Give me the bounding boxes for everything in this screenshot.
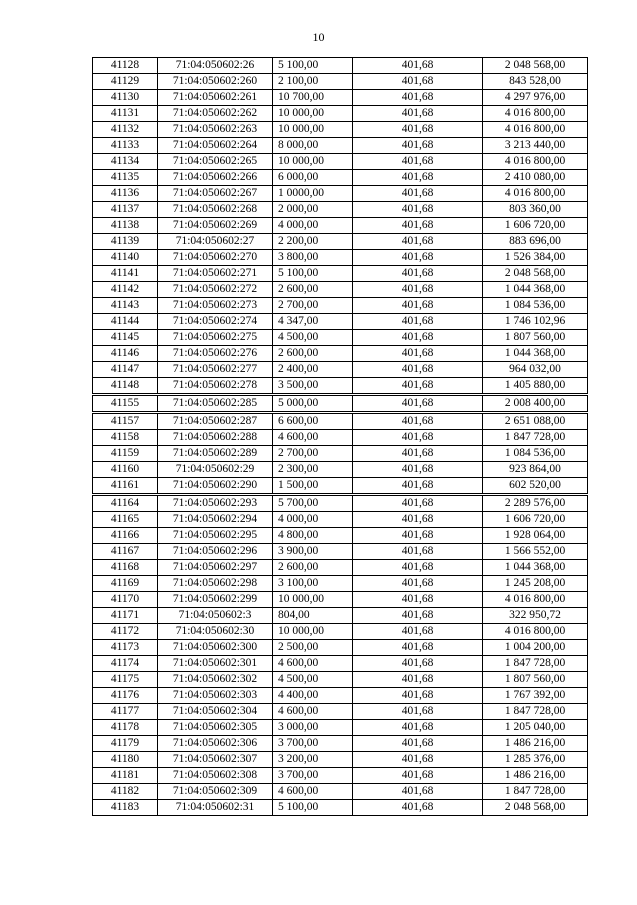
cadastral-number-cell: 71:04:050602:278 [158,378,273,395]
area-cell: 4 600,00 [273,656,353,672]
value-cell: 1 807 560,00 [483,672,588,688]
record-number-cell: 41140 [93,250,158,266]
cadastral-number-cell: 71:04:050602:264 [158,138,273,154]
cadastral-number-cell: 71:04:050602:299 [158,592,273,608]
record-number-cell: 41178 [93,720,158,736]
record-number-cell: 41130 [93,90,158,106]
record-number-cell: 41173 [93,640,158,656]
rate-cell: 401,68 [353,330,483,346]
area-cell: 3 100,00 [273,576,353,592]
rate-cell: 401,68 [353,430,483,446]
table-row [93,58,588,74]
cadastral-number-cell: 71:04:050602:300 [158,640,273,656]
area-cell: 5 100,00 [273,58,353,74]
table-row [93,298,588,314]
value-cell: 1 526 384,00 [483,250,588,266]
cadastral-number-cell: 71:04:050602:261 [158,90,273,106]
record-number-cell: 41145 [93,330,158,346]
cadastral-number-cell: 71:04:050602:263 [158,122,273,138]
table-row [93,74,588,90]
area-cell: 3 800,00 [273,250,353,266]
rate-cell: 401,68 [353,90,483,106]
value-cell: 4 016 800,00 [483,592,588,608]
rate-cell: 401,68 [353,688,483,704]
page-number: 10 [312,30,325,44]
rate-cell: 401,68 [353,624,483,640]
rate-cell: 401,68 [353,218,483,234]
rate-cell: 401,68 [353,512,483,528]
value-cell: 2 289 576,00 [483,495,588,512]
value-cell: 1 285 376,00 [483,752,588,768]
table-row [93,462,588,478]
table-row [93,378,588,395]
table-row [93,186,588,202]
cadastral-number-cell: 71:04:050602:272 [158,282,273,298]
cadastral-number-cell: 71:04:050602:304 [158,704,273,720]
value-cell: 1 405 880,00 [483,378,588,395]
rate-cell: 401,68 [353,395,483,413]
record-number-cell: 41159 [93,446,158,462]
table-row [93,624,588,640]
area-cell: 2 700,00 [273,298,353,314]
rate-cell: 401,68 [353,106,483,122]
record-number-cell: 41136 [93,186,158,202]
area-cell: 804,00 [273,608,353,624]
rate-cell: 401,68 [353,170,483,186]
area-cell: 2 100,00 [273,74,353,90]
area-cell: 3 700,00 [273,768,353,784]
table-row [93,752,588,768]
record-number-cell: 41183 [93,800,158,816]
area-cell: 10 000,00 [273,122,353,138]
value-cell: 2 048 568,00 [483,800,588,816]
cadastral-number-cell: 71:04:050602:276 [158,346,273,362]
record-number-cell: 41180 [93,752,158,768]
table-row [93,106,588,122]
area-cell: 2 600,00 [273,282,353,298]
value-cell: 1 606 720,00 [483,512,588,528]
value-cell: 1 847 728,00 [483,704,588,720]
area-cell: 4 400,00 [273,688,353,704]
record-number-cell: 41182 [93,784,158,800]
rate-cell: 401,68 [353,672,483,688]
area-cell: 4 600,00 [273,430,353,446]
area-cell: 4 800,00 [273,528,353,544]
cadastral-number-cell: 71:04:050602:275 [158,330,273,346]
table-row [93,395,588,413]
value-cell: 2 651 088,00 [483,413,588,430]
record-number-cell: 41167 [93,544,158,560]
value-cell: 1 004 200,00 [483,640,588,656]
value-cell: 1 606 720,00 [483,218,588,234]
rate-cell: 401,68 [353,576,483,592]
cadastral-number-cell: 71:04:050602:3 [158,608,273,624]
area-cell: 4 500,00 [273,672,353,688]
table-row [93,250,588,266]
table-row [93,90,588,106]
table-row [93,592,588,608]
value-cell: 4 016 800,00 [483,106,588,122]
area-cell: 3 000,00 [273,720,353,736]
table-row [93,560,588,576]
area-cell: 6 000,00 [273,170,353,186]
table-row [93,656,588,672]
rate-cell: 401,68 [353,154,483,170]
rate-cell: 401,68 [353,768,483,784]
area-cell: 10 000,00 [273,624,353,640]
area-cell: 3 500,00 [273,378,353,395]
record-number-cell: 41138 [93,218,158,234]
value-cell: 1 746 102,96 [483,314,588,330]
record-number-cell: 41172 [93,624,158,640]
table-row [93,768,588,784]
area-cell: 6 600,00 [273,413,353,430]
record-number-cell: 41177 [93,704,158,720]
cadastral-number-cell: 71:04:050602:309 [158,784,273,800]
rate-cell: 401,68 [353,74,483,90]
area-cell: 4 347,00 [273,314,353,330]
table-row [93,430,588,446]
value-cell: 883 696,00 [483,234,588,250]
record-number-cell: 41175 [93,672,158,688]
rate-cell: 401,68 [353,234,483,250]
record-number-cell: 41137 [93,202,158,218]
table-row [93,122,588,138]
record-number-cell: 41166 [93,528,158,544]
rate-cell: 401,68 [353,560,483,576]
table-row [93,784,588,800]
value-cell: 1 084 536,00 [483,298,588,314]
area-cell: 4 500,00 [273,330,353,346]
area-cell: 2 700,00 [273,446,353,462]
rate-cell: 401,68 [353,186,483,202]
rate-cell: 401,68 [353,362,483,378]
rate-cell: 401,68 [353,446,483,462]
rate-cell: 401,68 [353,800,483,816]
value-cell: 602 520,00 [483,478,588,495]
table-row [93,544,588,560]
record-number-cell: 41148 [93,378,158,395]
table-row [93,640,588,656]
record-number-cell: 41160 [93,462,158,478]
record-number-cell: 41143 [93,298,158,314]
cadastral-number-cell: 71:04:050602:31 [158,800,273,816]
rate-cell: 401,68 [353,282,483,298]
record-number-cell: 41157 [93,413,158,430]
cadastral-number-cell: 71:04:050602:30 [158,624,273,640]
record-number-cell: 41135 [93,170,158,186]
cadastral-number-cell: 71:04:050602:289 [158,446,273,462]
table-row [93,202,588,218]
rate-cell: 401,68 [353,656,483,672]
value-cell: 4 297 976,00 [483,90,588,106]
value-cell: 4 016 800,00 [483,624,588,640]
table-row [93,330,588,346]
rate-cell: 401,68 [353,704,483,720]
value-cell: 843 528,00 [483,74,588,90]
rate-cell: 401,68 [353,346,483,362]
area-cell: 5 000,00 [273,395,353,413]
area-cell: 2 000,00 [273,202,353,218]
value-cell: 2 410 080,00 [483,170,588,186]
record-number-cell: 41155 [93,395,158,413]
cadastral-number-cell: 71:04:050602:267 [158,186,273,202]
cadastral-number-cell: 71:04:050602:308 [158,768,273,784]
table-row [93,672,588,688]
table-row [93,282,588,298]
record-number-cell: 41165 [93,512,158,528]
record-number-cell: 41169 [93,576,158,592]
cadastral-number-cell: 71:04:050602:265 [158,154,273,170]
cadastral-number-cell: 71:04:050602:269 [158,218,273,234]
rate-cell: 401,68 [353,122,483,138]
table-row [93,170,588,186]
rate-cell: 401,68 [353,544,483,560]
record-number-cell: 41133 [93,138,158,154]
area-cell: 2 600,00 [273,346,353,362]
table-row [93,576,588,592]
value-cell: 1 928 064,00 [483,528,588,544]
value-cell: 923 864,00 [483,462,588,478]
area-cell: 3 900,00 [273,544,353,560]
rate-cell: 401,68 [353,592,483,608]
cadastral-number-cell: 71:04:050602:298 [158,576,273,592]
value-cell: 1 044 368,00 [483,346,588,362]
value-cell: 803 360,00 [483,202,588,218]
area-cell: 10 000,00 [273,154,353,170]
table-row [93,608,588,624]
cadastral-number-cell: 71:04:050602:306 [158,736,273,752]
value-cell: 1 245 208,00 [483,576,588,592]
cadastral-number-cell: 71:04:050602:260 [158,74,273,90]
area-cell: 2 500,00 [273,640,353,656]
cadastral-number-cell: 71:04:050602:297 [158,560,273,576]
cadastral-number-cell: 71:04:050602:268 [158,202,273,218]
table-row [93,362,588,378]
record-number-cell: 41158 [93,430,158,446]
rate-cell: 401,68 [353,752,483,768]
cadastral-number-cell: 71:04:050602:293 [158,495,273,512]
value-cell: 1 847 728,00 [483,656,588,672]
value-cell: 1 084 536,00 [483,446,588,462]
record-number-cell: 41171 [93,608,158,624]
cadastral-number-cell: 71:04:050602:296 [158,544,273,560]
record-number-cell: 41146 [93,346,158,362]
value-cell: 1 044 368,00 [483,560,588,576]
rate-cell: 401,68 [353,640,483,656]
cadastral-number-cell: 71:04:050602:277 [158,362,273,378]
rate-cell: 401,68 [353,462,483,478]
rate-cell: 401,68 [353,736,483,752]
cadastral-number-cell: 71:04:050602:294 [158,512,273,528]
table-row [93,154,588,170]
cadastral-number-cell: 71:04:050602:270 [158,250,273,266]
table-row [93,138,588,154]
cadastral-number-cell: 71:04:050602:301 [158,656,273,672]
cadastral-number-cell: 71:04:050602:285 [158,395,273,413]
rate-cell: 401,68 [353,528,483,544]
cadastral-number-cell: 71:04:050602:288 [158,430,273,446]
record-number-cell: 41161 [93,478,158,495]
table-row [93,736,588,752]
table-row [93,704,588,720]
area-cell: 10 000,00 [273,592,353,608]
value-cell: 2 048 568,00 [483,58,588,74]
area-cell: 4 600,00 [273,704,353,720]
rate-cell: 401,68 [353,495,483,512]
area-cell: 4 000,00 [273,218,353,234]
area-cell: 2 600,00 [273,560,353,576]
table-row [93,720,588,736]
record-number-cell: 41141 [93,266,158,282]
rate-cell: 401,68 [353,138,483,154]
record-number-cell: 41181 [93,768,158,784]
table-row [93,234,588,250]
value-cell: 2 008 400,00 [483,395,588,413]
record-number-cell: 41179 [93,736,158,752]
cadastral-number-cell: 71:04:050602:307 [158,752,273,768]
rate-cell: 401,68 [353,784,483,800]
cadastral-number-cell: 71:04:050602:287 [158,413,273,430]
rate-cell: 401,68 [353,413,483,430]
cadastral-number-cell: 71:04:050602:271 [158,266,273,282]
area-cell: 5 700,00 [273,495,353,512]
area-cell: 2 400,00 [273,362,353,378]
area-cell: 1 500,00 [273,478,353,495]
cadastral-number-cell: 71:04:050602:303 [158,688,273,704]
rate-cell: 401,68 [353,478,483,495]
table-row [93,346,588,362]
table-row [93,218,588,234]
cadastral-number-cell: 71:04:050602:274 [158,314,273,330]
area-cell: 10 700,00 [273,90,353,106]
record-number-cell: 41147 [93,362,158,378]
record-number-cell: 41174 [93,656,158,672]
area-cell: 2 300,00 [273,462,353,478]
area-cell: 4 600,00 [273,784,353,800]
table-row [93,800,588,816]
record-number-cell: 41176 [93,688,158,704]
value-cell: 1 767 392,00 [483,688,588,704]
value-cell: 1 847 728,00 [483,784,588,800]
table-row [93,446,588,462]
record-number-cell: 41128 [93,58,158,74]
rate-cell: 401,68 [353,378,483,395]
area-cell: 8 000,00 [273,138,353,154]
value-cell: 4 016 800,00 [483,122,588,138]
record-number-cell: 41168 [93,560,158,576]
record-number-cell: 41129 [93,74,158,90]
value-cell: 2 048 568,00 [483,266,588,282]
table-row [93,512,588,528]
cadastral-number-cell: 71:04:050602:266 [158,170,273,186]
cadastral-number-cell: 71:04:050602:290 [158,478,273,495]
cadastral-number-cell: 71:04:050602:273 [158,298,273,314]
value-cell: 964 032,00 [483,362,588,378]
cadastral-number-cell: 71:04:050602:26 [158,58,273,74]
value-cell: 1 486 216,00 [483,736,588,752]
value-cell: 1 044 368,00 [483,282,588,298]
area-cell: 1 0000,00 [273,186,353,202]
area-cell: 4 000,00 [273,512,353,528]
table-row [93,266,588,282]
table-row [93,314,588,330]
cadastral-number-cell: 71:04:050602:262 [158,106,273,122]
rate-cell: 401,68 [353,58,483,74]
record-number-cell: 41142 [93,282,158,298]
value-cell: 1 566 552,00 [483,544,588,560]
cadastral-number-cell: 71:04:050602:305 [158,720,273,736]
rate-cell: 401,68 [353,266,483,282]
area-cell: 3 700,00 [273,736,353,752]
cadastral-number-cell: 71:04:050602:295 [158,528,273,544]
table-row [93,413,588,430]
value-cell: 3 213 440,00 [483,138,588,154]
rate-cell: 401,68 [353,250,483,266]
value-cell: 1 847 728,00 [483,430,588,446]
value-cell: 1 807 560,00 [483,330,588,346]
cadastral-number-cell: 71:04:050602:29 [158,462,273,478]
area-cell: 10 000,00 [273,106,353,122]
area-cell: 5 100,00 [273,266,353,282]
record-number-cell: 41144 [93,314,158,330]
table-row [93,478,588,495]
record-number-cell: 41164 [93,495,158,512]
value-cell: 4 016 800,00 [483,186,588,202]
rate-cell: 401,68 [353,720,483,736]
table-body [93,58,588,816]
value-cell: 322 950,72 [483,608,588,624]
cadastral-number-cell: 71:04:050602:302 [158,672,273,688]
value-cell: 1 486 216,00 [483,768,588,784]
area-cell: 2 200,00 [273,234,353,250]
record-number-cell: 41139 [93,234,158,250]
record-number-cell: 41170 [93,592,158,608]
rate-cell: 401,68 [353,608,483,624]
record-number-cell: 41134 [93,154,158,170]
rate-cell: 401,68 [353,298,483,314]
table-row [93,495,588,512]
rate-cell: 401,68 [353,314,483,330]
value-cell: 4 016 800,00 [483,154,588,170]
table-row [93,528,588,544]
record-number-cell: 41132 [93,122,158,138]
record-number-cell: 41131 [93,106,158,122]
cadastre-table [92,57,588,816]
value-cell: 1 205 040,00 [483,720,588,736]
cadastral-number-cell: 71:04:050602:27 [158,234,273,250]
area-cell: 3 200,00 [273,752,353,768]
table-row [93,688,588,704]
area-cell: 5 100,00 [273,800,353,816]
rate-cell: 401,68 [353,202,483,218]
